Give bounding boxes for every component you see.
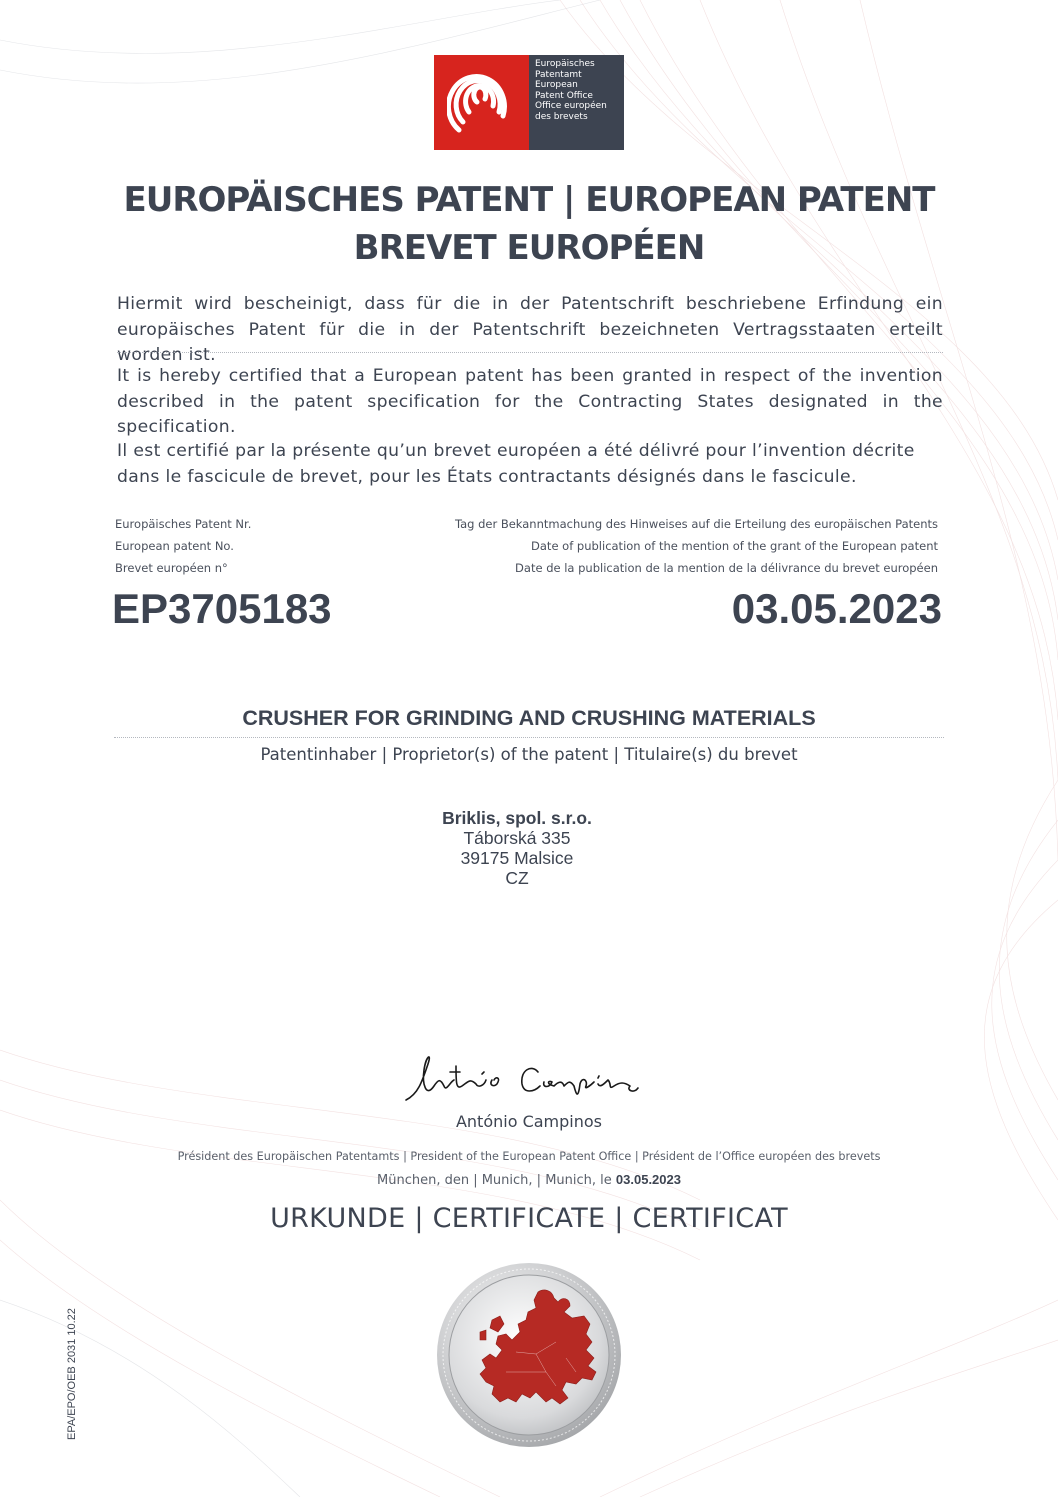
divider bbox=[117, 352, 943, 353]
page-title-line-2: BREVET EUROPÉEN bbox=[353, 228, 705, 268]
proprietor-country: CZ bbox=[505, 868, 529, 888]
form-code-text: EPA/EPO/OEB 2031 10.22 bbox=[66, 1308, 78, 1440]
europe-map-seal-icon bbox=[436, 1262, 622, 1448]
handwritten-signature bbox=[398, 1042, 648, 1112]
statement-de: Hiermit wird bescheinigt, dass für die in der Patentschrift beschriebene Erfindung ein europäisches Patent für die in der Patentschrift bezeichneten Vertragsstaaten erteilt worden ist. bbox=[117, 294, 943, 365]
proprietor-city: 39175 Malsice bbox=[460, 848, 574, 868]
publication-date-labels bbox=[430, 513, 938, 579]
patent-number-label-de: Europäisches Patent Nr. bbox=[115, 517, 252, 531]
publication-date: 03.05.2023 bbox=[731, 585, 942, 632]
patent-number: EP3705183 bbox=[112, 585, 332, 632]
logo-line: Patent Office bbox=[535, 90, 593, 101]
proprietor-label: Patentinhaber | Proprietor(s) of the patent | Titulaire(s) du brevet bbox=[260, 745, 798, 764]
proprietor-name: Briklis, spol. s.r.o. bbox=[442, 808, 592, 828]
page-title-line-1: EUROPÄISCHES PATENT | EUROPEAN PATENT bbox=[123, 180, 935, 220]
logo-line: Office européen bbox=[535, 101, 607, 111]
publication-date-label-de: Tag der Bekanntmachung des Hinweises auf die Erteilung des europäischen Patents bbox=[454, 517, 938, 531]
logo-line: Patentamt bbox=[535, 69, 582, 80]
place-date: 03.05.2023 bbox=[615, 1172, 681, 1187]
divider bbox=[114, 737, 944, 738]
publication-date-label-en: Date of publication of the mention of the grant of the European patent bbox=[531, 539, 938, 553]
statement-fr: Il est certifié par la présente qu’un brevet européen a été délivré pour l’invention décrite dans le fascicule de brevet, pour les États contractants désignés dans le fascicule. bbox=[117, 441, 915, 487]
patent-number-label-fr: Brevet européen n° bbox=[115, 561, 228, 575]
patent-number-label-en: European patent No. bbox=[115, 539, 234, 553]
epo-logo bbox=[434, 55, 624, 150]
epo-logo-icon bbox=[434, 55, 529, 150]
logo-line: Europäisches bbox=[535, 59, 595, 69]
place-label: München, den | Munich, | Munich, le bbox=[377, 1173, 612, 1188]
signer-name: António Campinos bbox=[455, 1112, 603, 1131]
patent-number-labels bbox=[115, 513, 251, 579]
place-and-date bbox=[0, 1172, 1058, 1188]
proprietor-street: Táborská 335 bbox=[463, 828, 571, 848]
statement-en: It is hereby certified that a European patent has been granted in respect of the invention described in the patent specification for the Contracting States designated in the specification. bbox=[117, 366, 943, 437]
epo-logo-text bbox=[529, 55, 624, 150]
proprietor-address bbox=[0, 808, 1034, 888]
form-code bbox=[52, 1300, 78, 1440]
president-title: Président des Europäischen Patentamts | President of the European Patent Office | Président de l’Office européen des brevets bbox=[177, 1150, 881, 1163]
logo-line: European bbox=[535, 80, 578, 90]
publication-date-label-fr: Date de la publication de la mention de la délivrance du brevet européen bbox=[515, 561, 938, 575]
certificate-label: URKUNDE | CERTIFICATE | CERTIFICAT bbox=[270, 1203, 788, 1234]
invention-title: CRUSHER FOR GRINDING AND CRUSHING MATERIALS bbox=[242, 706, 816, 730]
logo-line: des brevets bbox=[535, 111, 588, 122]
